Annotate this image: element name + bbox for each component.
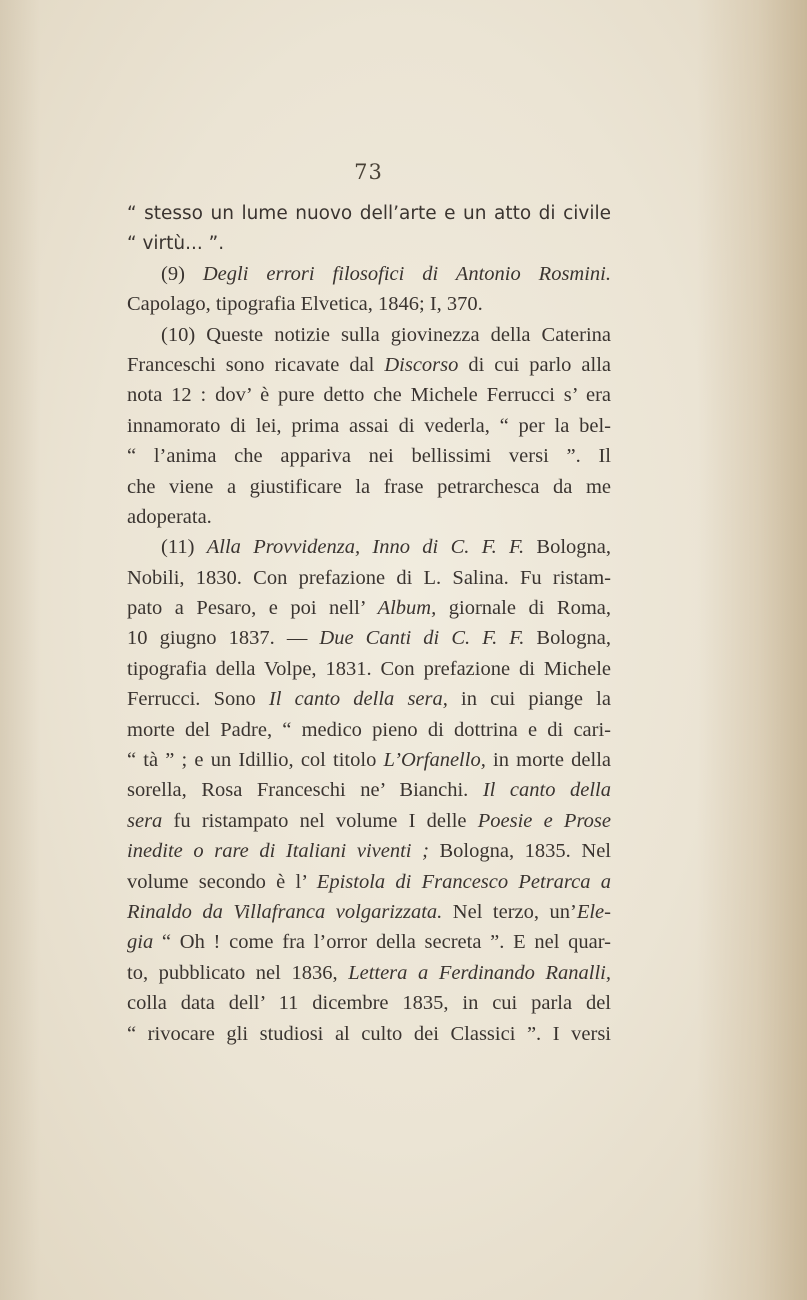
text-line <box>127 715 611 745</box>
text-segment: Bologna, <box>524 627 612 650</box>
text-segment: morte del Padre, “ medico pieno di dottrina e di cari- <box>127 718 611 741</box>
italic-text-segment: Degli errori filosofici di Antonio Rosmini. <box>202 262 612 285</box>
text-segment: innamorato di lei, prima assai di vederla, “ per la bel- <box>127 414 611 437</box>
italic-text-segment: Rinaldo da Villafranca volgarizzata. <box>127 900 443 923</box>
italic-text-segment: L’Orfanello, <box>383 749 486 772</box>
text-line <box>127 836 611 866</box>
text-segment: Capolago, tipografia Elvetica, 1846; I, 370. <box>127 293 483 316</box>
text-line <box>127 927 611 957</box>
text-line <box>127 472 611 502</box>
text-segment: “ tà ” ; e un Idillio, col titolo <box>127 749 384 772</box>
text-segment: “ virtù... ”. <box>127 233 225 255</box>
text-line <box>127 897 611 927</box>
italic-text-segment: gia <box>127 931 154 954</box>
text-line <box>127 320 611 350</box>
text-segment: 10 giugno 1837. — <box>127 627 320 650</box>
italic-text-segment: Il canto della sera, <box>268 688 448 711</box>
text-line <box>127 1019 611 1049</box>
text-line <box>127 958 611 988</box>
text-segment: nota 12 : dov’ è pure detto che Michele Ferrucci s’ era <box>127 384 611 407</box>
text-segment: Franceschi sono ricavate dal <box>127 353 385 376</box>
text-line <box>127 563 611 593</box>
italic-text-segment: Discorso <box>384 353 459 376</box>
text-line <box>127 532 611 562</box>
text-line <box>127 806 611 836</box>
text-segment: “ stesso un lume nuovo dell’arte e un atto di civile <box>127 203 611 224</box>
text-line <box>127 654 611 684</box>
text-segment: “ Oh ! come fra l’orror della secreta ”. E nel quar- <box>153 931 611 954</box>
text-segment: Ferrucci. Sono <box>127 688 269 711</box>
text-segment: (10) Queste notizie sulla giovinezza della Caterina <box>161 323 611 346</box>
italic-text-segment: Poesie e Prose <box>477 809 612 832</box>
italic-text-segment: Lettera a Ferdinando Ranalli, <box>348 961 611 984</box>
text-line <box>127 988 611 1018</box>
text-line <box>127 623 611 653</box>
text-segment: giornale di Roma, <box>436 597 611 620</box>
text-line <box>127 441 611 471</box>
italic-text-segment: Album, <box>377 597 437 620</box>
text-segment: adoperata. <box>127 505 212 528</box>
text-segment: Nel terzo, un’ <box>442 900 577 923</box>
text-segment: sorella, Rosa Franceschi ne’ Bianchi. <box>127 779 483 802</box>
text-segment: (9) <box>161 262 203 285</box>
text-segment: to, pubblicato nel 1836, <box>127 961 349 984</box>
page-right-stain <box>697 0 807 1300</box>
text-segment: Bologna, <box>524 536 612 559</box>
text-line <box>127 411 611 441</box>
italic-text-segment: Due Canti di C. F. F. <box>319 627 525 650</box>
text-line <box>127 745 611 775</box>
page-number: 73 <box>354 160 383 184</box>
text-segment: che viene a giustificare la frase petrarchesca da me <box>127 475 611 498</box>
italic-text-segment: sera <box>127 809 163 832</box>
text-segment: in morte della <box>485 749 611 772</box>
text-segment: tipografia della Volpe, 1831. Con prefazione di Michele <box>127 657 611 680</box>
text-line <box>127 775 611 805</box>
text-segment: pato a Pesaro, e poi nell’ <box>127 597 378 620</box>
italic-text-segment: Il canto della <box>482 779 611 802</box>
text-segment: colla data dell’ 11 dicembre 1835, in cui parla del <box>127 992 611 1015</box>
text-line <box>127 867 611 897</box>
footnotes-text-block <box>127 198 611 1049</box>
text-line <box>127 228 611 258</box>
text-segment: Bologna, 1835. Nel <box>428 840 611 863</box>
text-segment: “ l’anima che appariva nei bellissimi versi ”. Il <box>127 445 611 468</box>
text-line <box>127 289 611 319</box>
italic-text-segment: inedite o rare di Italiani viventi ; <box>127 840 429 863</box>
italic-text-segment: Alla Provvidenza, Inno di C. F. F. <box>206 536 525 559</box>
text-segment: in cui piange la <box>447 688 611 711</box>
italic-text-segment: Ele- <box>576 900 611 923</box>
text-segment: fu ristampato nel volume I delle <box>162 809 478 832</box>
text-segment: (11) <box>161 536 207 559</box>
text-segment: “ rivocare gli studiosi al culto dei Classici ”. I versi <box>127 1022 611 1045</box>
text-line <box>127 259 611 289</box>
text-line <box>127 380 611 410</box>
text-line <box>127 593 611 623</box>
text-segment: Nobili, 1830. Con prefazione di L. Salina. Fu ristam- <box>127 566 611 589</box>
page-left-shadow <box>0 0 40 1300</box>
text-line <box>127 502 611 532</box>
text-line <box>127 198 611 228</box>
text-line <box>127 350 611 380</box>
text-segment: volume secondo è l’ <box>127 870 317 893</box>
text-segment: di cui parlo alla <box>458 353 611 376</box>
italic-text-segment: Epistola di Francesco Petrarca a <box>316 870 611 893</box>
text-line <box>127 684 611 714</box>
